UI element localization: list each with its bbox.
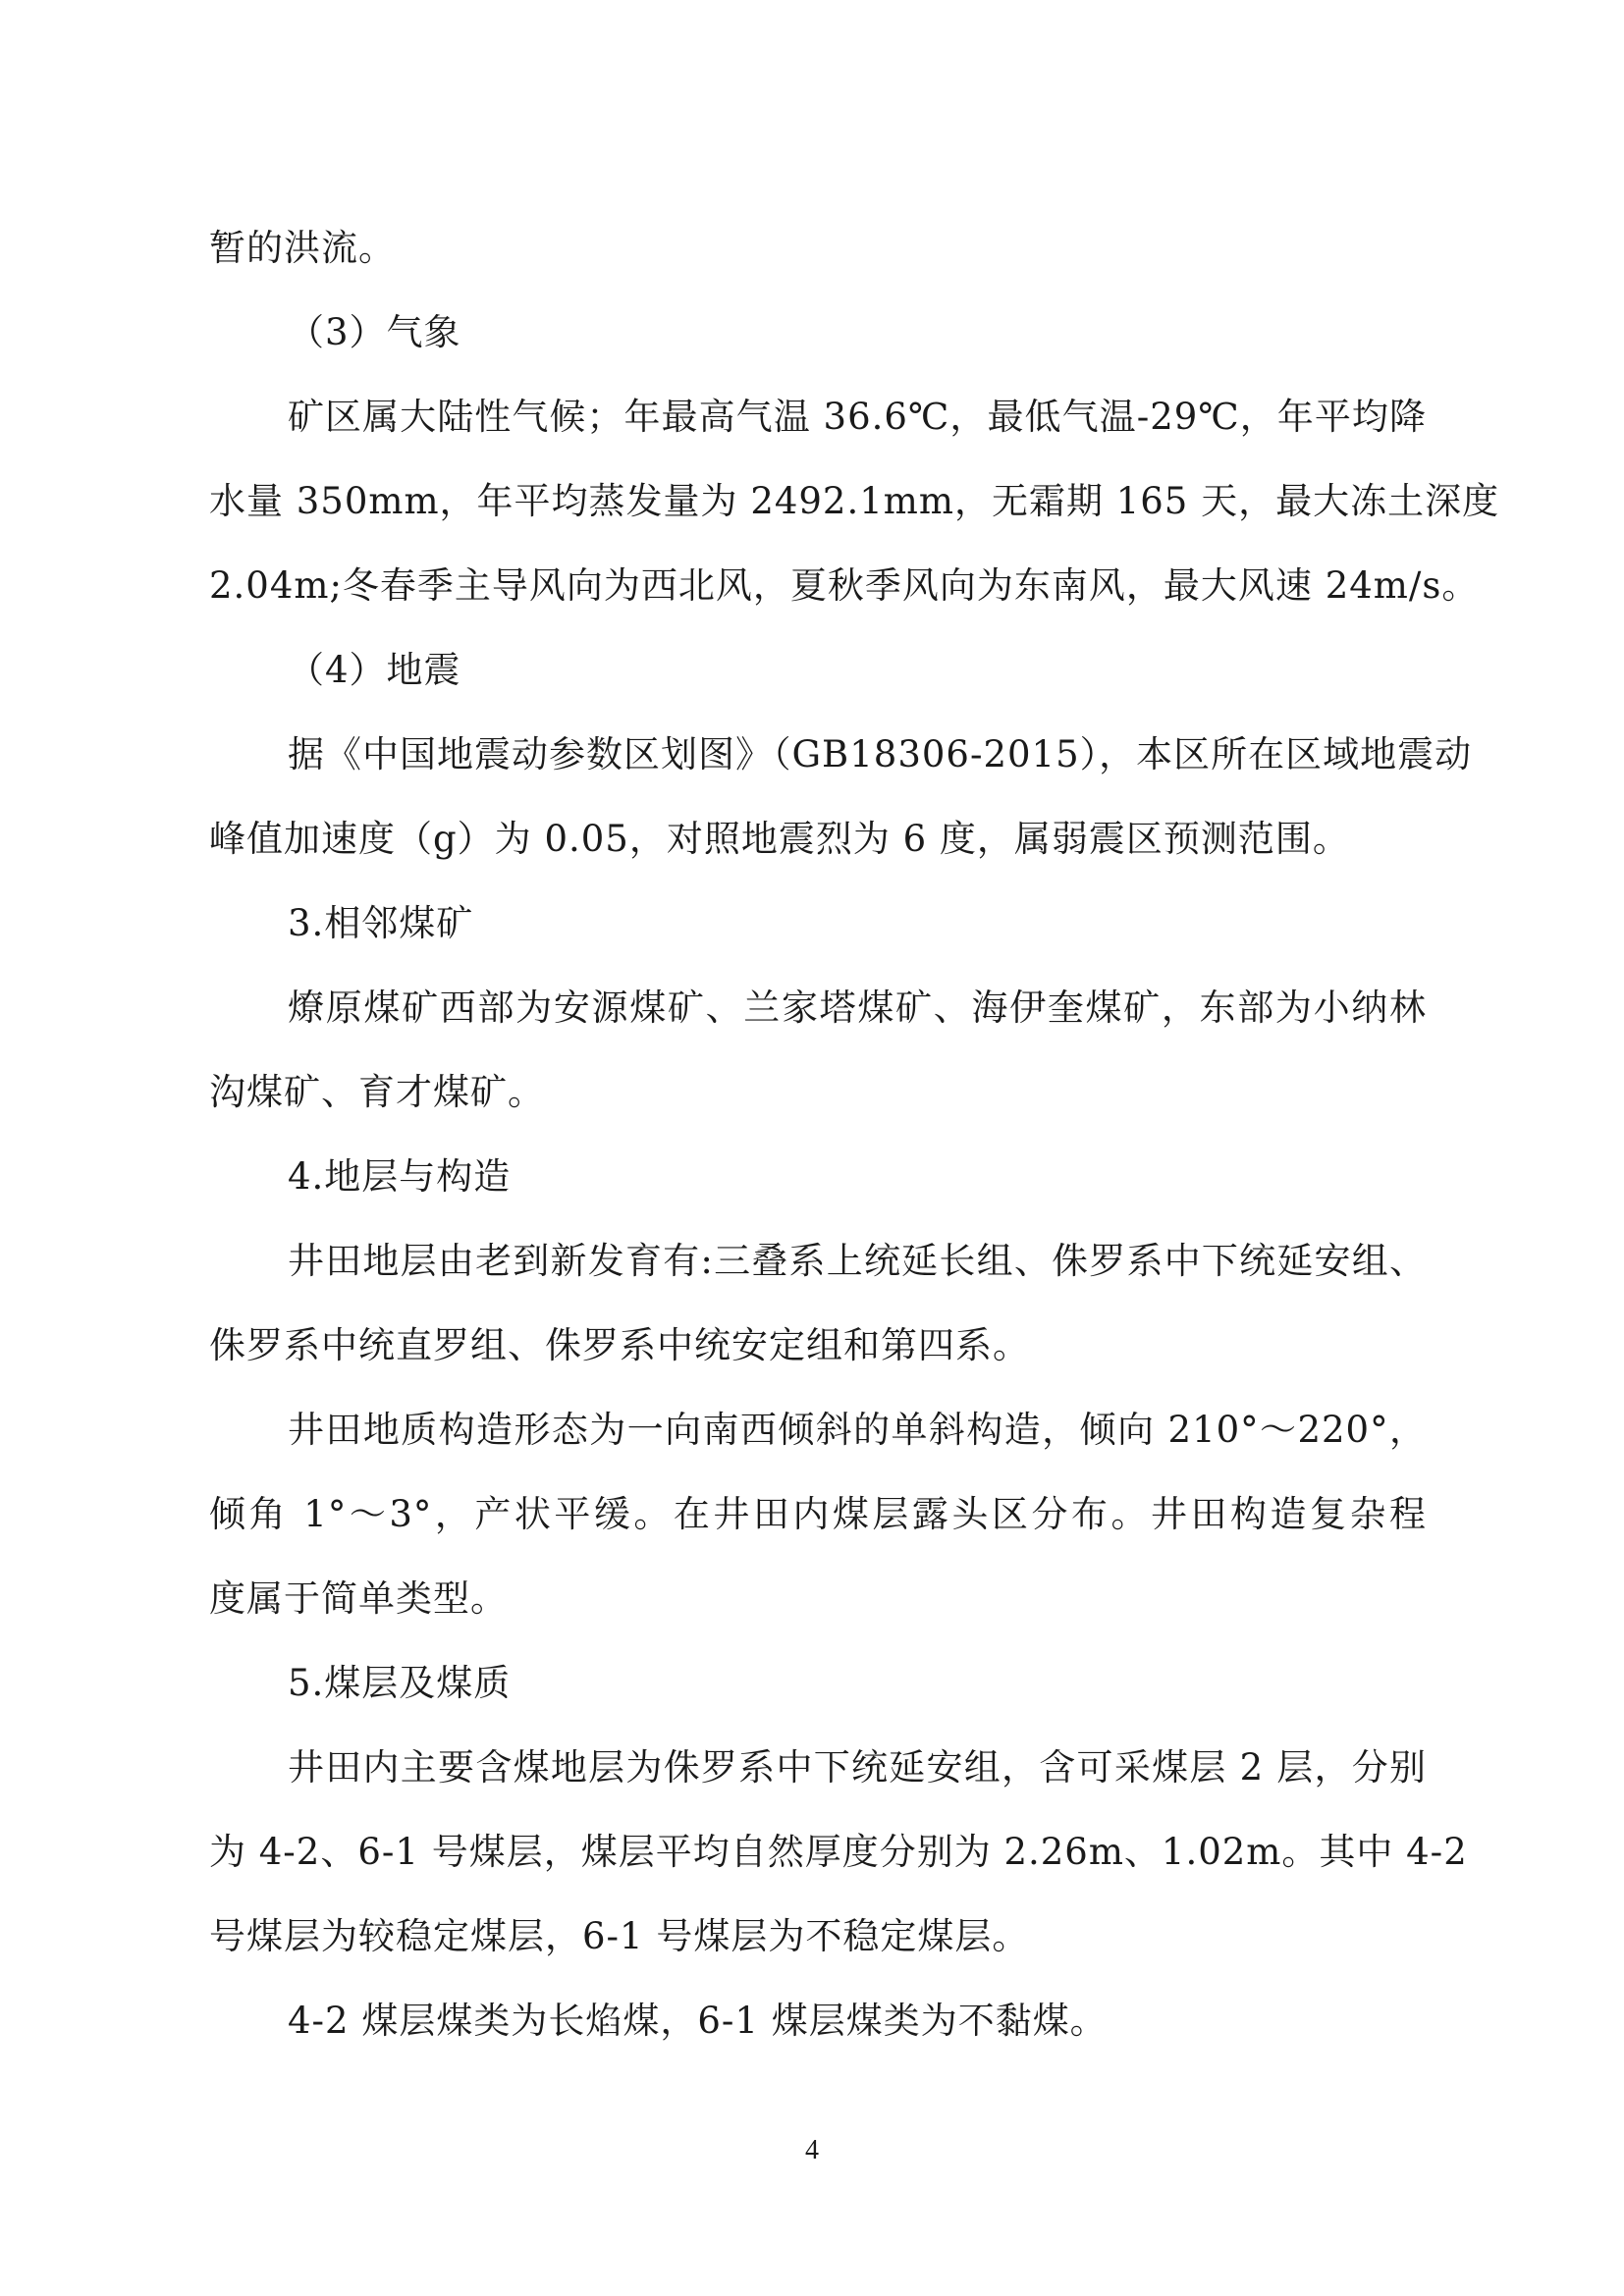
paragraph-line-climate-1: 矿区属大陆性气候；年最高气温 36.6℃，最低气温-29℃，年平均降 — [288, 396, 1427, 438]
paragraph-line-coal-seams-1: 井田内主要含煤地层为侏罗系中下统延安组，含可采煤层 2 层，分别 — [288, 1746, 1427, 1789]
section-heading-coal-seams: 5.煤层及煤质 — [288, 1662, 512, 1704]
paragraph-line-coal-seams-2: 为 4-2、6-1 号煤层，煤层平均自然厚度分别为 2.26m、1.02m。其中 4-2 — [209, 1831, 1468, 1873]
paragraph-line-coal-type: 4-2 煤层煤类为长焰煤，6-1 煤层煤类为不黏煤。 — [288, 2000, 1108, 2042]
paragraph-line-hongliu: 暂的洪流。 — [209, 227, 396, 269]
section-heading-adjacent-mines: 3.相邻煤矿 — [288, 902, 474, 944]
paragraph-line-adjacent-mines-2: 沟煤矿、育才煤矿。 — [209, 1071, 545, 1113]
paragraph-line-earthquake-2: 峰值加速度（g）为 0.05，对照地震烈为 6 度，属弱震区预测范围。 — [209, 818, 1350, 860]
paragraph-line-climate-2: 水量 350mm，年平均蒸发量为 2492.1mm，无霜期 165 天，最大冻土深度 — [209, 480, 1500, 522]
section-heading-strata: 4.地层与构造 — [288, 1155, 512, 1198]
paragraph-line-structure-2: 倾角 1°～3°，产状平缓。在井田内煤层露头区分布。井田构造复杂程 — [209, 1493, 1427, 1535]
paragraph-line-coal-seams-3: 号煤层为较稳定煤层，6-1 号煤层为不稳定煤层。 — [209, 1915, 1030, 1957]
paragraph-line-adjacent-mines-1: 燎原煤矿西部为安源煤矿、兰家塔煤矿、海伊奎煤矿，东部为小纳林 — [288, 987, 1427, 1029]
paragraph-line-climate-3: 2.04m;冬春季主导风向为西北风，夏秋季风向为东南风，最大风速 24m/s。 — [209, 564, 1480, 607]
paragraph-line-earthquake-1: 据《中国地震动参数区划图》（GB18306-2015），本区所在区域地震动 — [288, 733, 1473, 775]
paragraph-line-structure-1: 井田地质构造形态为一向南西倾斜的单斜构造，倾向 210°～220°， — [288, 1409, 1427, 1451]
document-page — [209, 206, 1500, 2063]
page-number: 4 — [805, 2135, 819, 2165]
paragraph-line-strata-1: 井田地层由老到新发育有:三叠系上统延长组、侏罗系中下统延安组、 — [288, 1240, 1427, 1282]
paragraph-line-strata-2: 侏罗系中统直罗组、侏罗系中统安定组和第四系。 — [209, 1324, 1030, 1366]
section-heading-climate: （3）气象 — [288, 311, 461, 353]
paragraph-line-structure-3: 度属于简单类型。 — [209, 1577, 508, 1620]
section-heading-earthquake: （4）地震 — [288, 649, 461, 691]
